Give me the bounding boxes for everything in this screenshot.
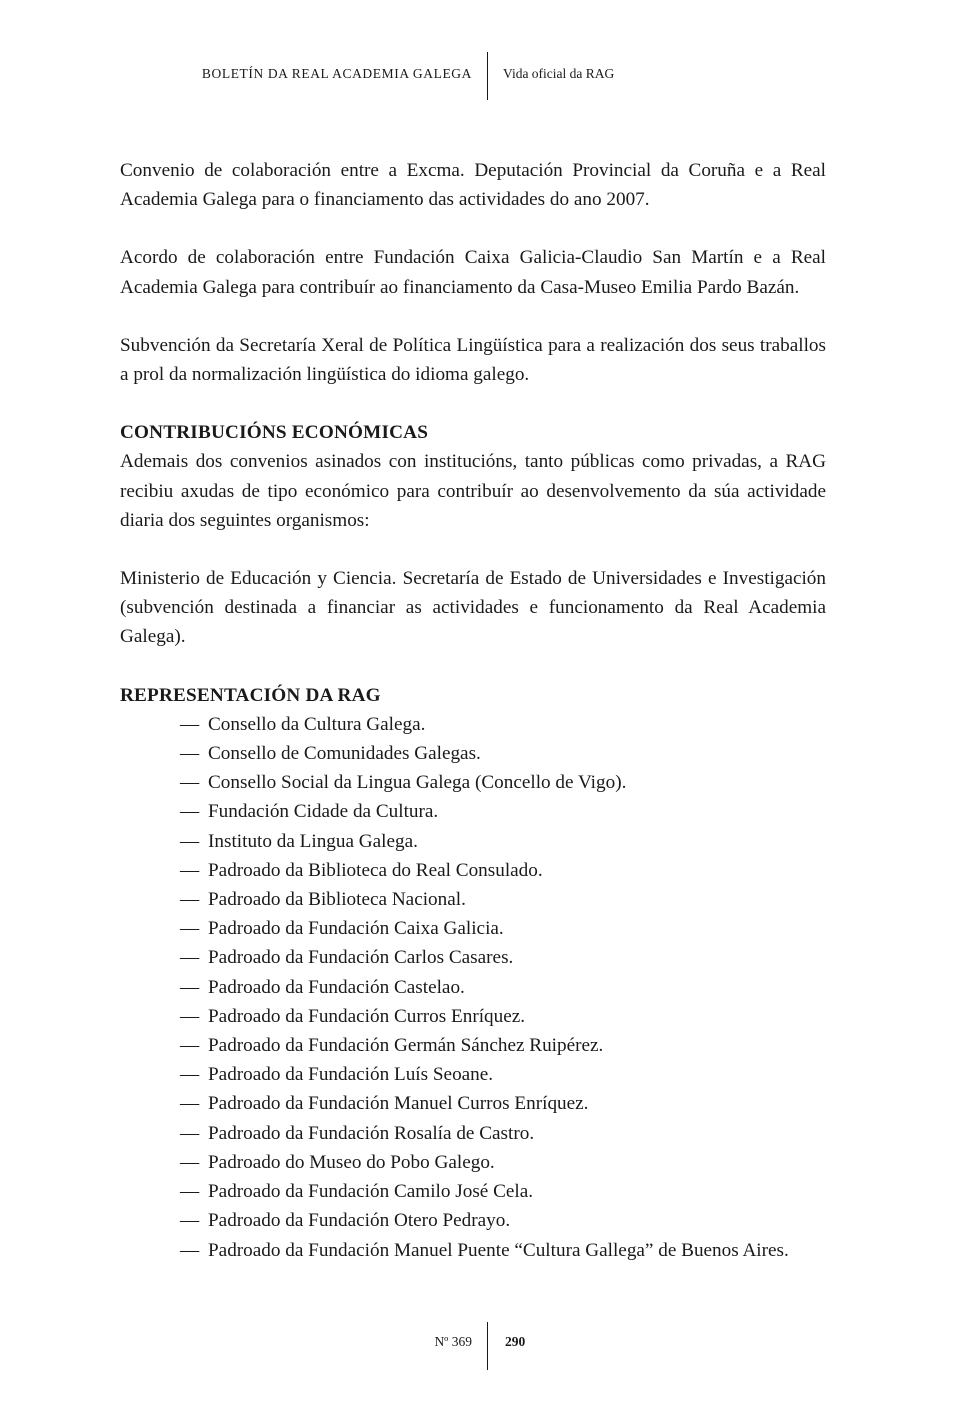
em-dash: — (180, 830, 200, 852)
list-item (180, 1119, 826, 1148)
footer-divider (487, 1322, 488, 1370)
list-item-text: Padroado da Biblioteca Nacional. (208, 889, 466, 911)
em-dash: — (180, 772, 200, 794)
list-item-text: Padroado da Fundación Castelao. (208, 976, 465, 998)
list-item-text: Padroado da Fundación Luís Seoane. (208, 1064, 494, 1086)
paragraph-acordo-caixa-galicia: Acordo de colaboración entre Fundación Caixa Galicia-Claudio San Martín e a Real Academia Galega para contribuír ao financiamento da Casa-Museo Emilia Pardo Bazán. (120, 247, 826, 298)
list-item (180, 827, 826, 856)
em-dash: — (180, 743, 200, 765)
list-item (180, 1148, 826, 1177)
em-dash: — (180, 801, 200, 823)
list-item-text: Padroado da Fundación Carlos Casares. (208, 947, 514, 969)
list-item-text: Padroado da Fundación Camilo José Cela. (208, 1181, 534, 1203)
em-dash: — (180, 713, 200, 735)
issue-number: Nº 369 (434, 1334, 472, 1349)
list-item (180, 797, 826, 826)
heading-representacion: REPRESENTACIÓN DA RAG (120, 684, 381, 706)
list-item-text: Padroado da Fundación Germán Sánchez Ruipérez. (208, 1035, 604, 1057)
page-number: 290 (505, 1334, 526, 1349)
em-dash: — (180, 1151, 200, 1173)
list-item-text: Padroado da Fundación Rosalía de Castro. (208, 1122, 535, 1144)
list-item (180, 856, 826, 885)
list-item-text: Padroado da Fundación Otero Pedrayo. (208, 1210, 511, 1232)
list-item (180, 768, 826, 797)
list-item-text: Consello Social da Lingua Galega (Concello de Vigo). (208, 772, 627, 794)
list-item-text: Padroado da Biblioteca do Real Consulado. (208, 859, 543, 881)
paragraph-convenio-deputacion: Convenio de colaboración entre a Excma. Deputación Provincial da Coruña e a Real Academia Galega para o financiamento das actividades do ano 2007. (120, 160, 826, 211)
list-item (180, 914, 826, 943)
list-item (180, 885, 826, 914)
running-head (0, 52, 975, 100)
list-item (180, 710, 826, 739)
list-item-text: Padroado da Fundación Caixa Galicia. (208, 918, 504, 940)
section-title: Vida oficial da RAG (503, 66, 615, 81)
em-dash: — (180, 1122, 200, 1144)
representation-list (120, 710, 826, 1265)
list-item-text: Consello de Comunidades Galegas. (208, 743, 481, 765)
heading-contribucions: CONTRIBUCIÓNS ECONÓMICAS (120, 422, 429, 444)
em-dash: — (180, 1064, 200, 1086)
list-item (180, 739, 826, 768)
em-dash: — (180, 918, 200, 940)
em-dash: — (180, 1181, 200, 1203)
list-item-text: Fundación Cidade da Cultura. (208, 801, 439, 823)
list-item-text: Padroado da Fundación Manuel Curros Enríquez. (208, 1093, 589, 1115)
page-footer (0, 1322, 975, 1370)
header-divider (487, 52, 488, 100)
list-item-text: Consello da Cultura Galega. (208, 713, 426, 735)
paragraph-contribucions-intro: Ademais dos convenios asinados con institucións, tanto públicas como privadas, a RAG recibiu axudas de tipo económico para contribuír ao desenvolvemento da súa actividade diaria dos seguintes organismos: (120, 451, 826, 531)
paragraph-subvencion-secretaria: Subvención da Secretaría Xeral de Política Lingüística para a realización dos seus traballos a prol da normalización lingüística do idioma galego. (120, 334, 826, 386)
paragraph-ministerio: Ministerio de Educación y Ciencia. Secretaría de Estado de Universidades e Investigación (subvención destinada a financiar as actividades e funcionamento da Real Academia Galega). (120, 568, 826, 648)
em-dash: — (180, 947, 200, 969)
list-item (180, 1177, 826, 1206)
list-item (180, 943, 826, 972)
list-item-text: Padroado do Museo do Pobo Galego. (208, 1151, 495, 1173)
journal-title: BOLETÍN DA REAL ACADEMIA GALEGA (201, 66, 472, 81)
list-item (180, 1206, 826, 1235)
list-item-text: Padroado da Fundación Manuel Puente “Cultura Gallega” de Buenos Aires. (208, 1239, 789, 1261)
em-dash: — (180, 976, 200, 998)
list-item (180, 1089, 826, 1118)
em-dash: — (180, 1210, 200, 1232)
list-item (180, 1002, 826, 1031)
list-item (180, 1060, 826, 1089)
list-item-text: Instituto da Lingua Galega. (208, 830, 418, 852)
em-dash: — (180, 889, 200, 911)
em-dash: — (180, 1035, 200, 1057)
em-dash: — (180, 1005, 200, 1027)
em-dash: — (180, 1093, 200, 1115)
list-item (180, 1236, 826, 1265)
page-body (120, 156, 826, 1265)
list-item (180, 1031, 826, 1060)
list-item (180, 973, 826, 1002)
em-dash: — (180, 1239, 200, 1261)
em-dash: — (180, 859, 200, 881)
list-item-text: Padroado da Fundación Curros Enríquez. (208, 1005, 526, 1027)
